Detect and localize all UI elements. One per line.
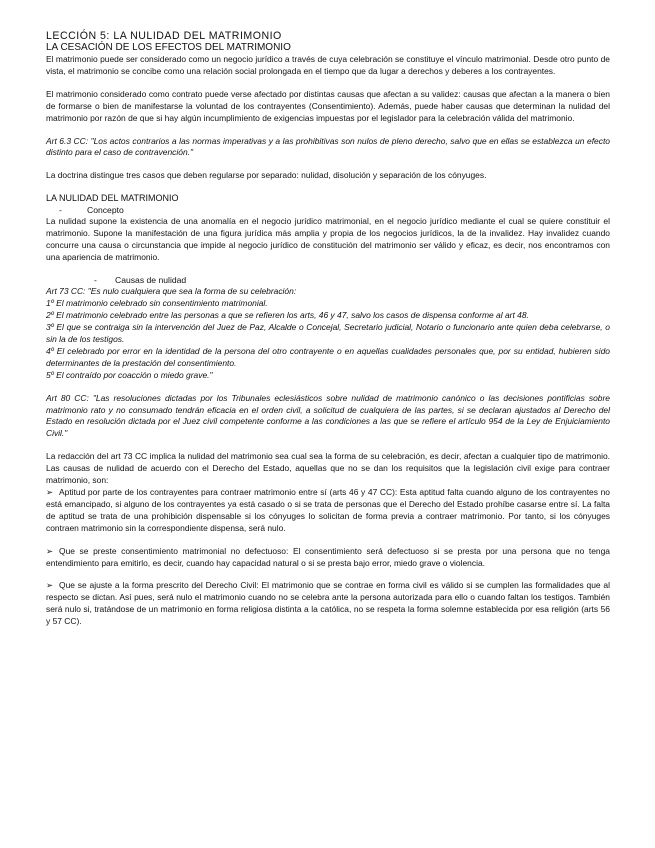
redaccion-paragraph: La redacción del art 73 CC implica la nulidad del matrimonio sea cual sea la forma de su celebración, es decir, afectan a cualquier tipo de matrimonio. Las causas de nulidad de acuerdo con el Derecho del Estado, aquellas que no se dan los requisitos que la legislación civil exige para contraer matrimonio, son: <box>46 451 610 486</box>
document-page <box>46 30 610 628</box>
dash-marker: - <box>94 274 97 285</box>
consentimiento-item <box>46 546 610 570</box>
causas-label: Causas de nulidad <box>115 274 187 285</box>
dash-marker: - <box>59 204 62 215</box>
forma-item <box>46 580 610 628</box>
aptitud-text: Aptitud por parte de los contrayentes para contraer matrimonio entre sí (arts 46 y 47 CC): Esta aptitud falta cuando alguno de los contrayentes no está emancipado, si alguno de los contrayentes ya está casado o si se trata de personas que el Derecho del Estado prohíbe casarse entre sí. La falta de aptitud se trata de una prohibición dispensable si los cónyuges lo solicitan de forma previa a contraer matrimonio. Por tanto, si los cónyuges contraen matrimonio sin la correspondiente dispensa, será nulo. <box>46 486 610 533</box>
arrow-bullet-icon: ➢ <box>46 545 54 556</box>
section-subtitle: LA CESACIÓN DE LOS EFECTOS DEL MATRIMONIO <box>46 42 291 53</box>
contract-paragraph: El matrimonio considerado como contrato puede verse afectado por distintas causas que afectan a su validez: causas que afectan a la manera o bien de formarse o bien de manifestarse la voluntad de los contrayentes (Consentimiento). Además, puede haber causas que determinan la nulidad del matrimonio por razón de que si hay algún incumplimiento de exigencias impuestas por el legislador para la celebración válida del matrimonio. <box>46 88 610 123</box>
art73-line: Art 73 CC: "Es nulo cualquiera que sea la forma de su celebración: <box>46 286 297 297</box>
art73-quote <box>46 286 610 381</box>
arrow-bullet-icon: ➢ <box>46 486 54 497</box>
art73-line: 1º El matrimonio celebrado sin consentimiento matrimonial. <box>46 298 268 309</box>
arrow-bullet-icon: ➢ <box>46 580 54 591</box>
art73-line: 3º El que se contraiga sin la intervención del Juez de Paz, Alcalde o Concejal, Secretario judicial, Notario o funcionario ante quien deba celebrarse, o sin la de los testigos. <box>46 322 610 344</box>
doctrine-paragraph: La doctrina distingue tres casos que deben regularse por separado: nulidad, disolución y separación de los cónyuges. <box>46 170 487 181</box>
art80-quote: Art 80 CC: "Las resoluciones dictadas por los Tribunales eclesiásticos sobre nulidad de matrimonio canónico o las decisiones pontificias sobre matrimonio rato y no consumado tendrán eficacia en el orden civil, a solicitud de cualquiera de las partes, si se declaran ajustados al Derecho del Estado en resolución dictada por el Juez civil competente conforme a las condiciones a las que se refiere el artículo 954 de la Ley de Enjuiciamiento Civil." <box>46 392 610 439</box>
intro-paragraph: El matrimonio puede ser considerado como un negocio jurídico a través de cuya celebración se constituye el vínculo matrimonial. Desde otro punto de vista, el matrimonio se concibe como una relación social prolongada en el tiempo que da lugar a derechos y deberes a los contrayentes. <box>46 54 610 76</box>
concepto-paragraph: La nulidad supone la existencia de una anomalía en el negocio jurídico matrimonial, en el negocio jurídico mediante el cual se quiere constituir el matrimonio. Supone la manifestación de una figura jurídica más amplia y propia de los negocios jurídicos, la de la invalidez. Hay invalidez cuando concurre una causa o circunstancia que impide al negocio jurídico de constitución del matrimonio ser válido y eficaz, es decir, nos encontramos con una apariencia de matrimonio. <box>46 216 610 262</box>
concepto-bullet <box>46 205 610 217</box>
concepto-label: Concepto <box>87 204 124 215</box>
forma-text: Que se ajuste a la forma prescrito del Derecho Civil: El matrimonio que se contrae en forma civil es válido si se cumplen las formalidades que al respecto se dictan. Así pues, será nulo el matrimonio cuando no se celebra ante la persona autorizada para ello o cuando faltan los testigos. También será nulo si, tratándose de un matrimonio en forma religiosa distinta a la católica, no se respeta la forma solemne establecida por esa religión (arts 56 y 57 CC). <box>46 580 610 627</box>
aptitud-item <box>46 487 610 535</box>
lesson-title: LECCIÓN 5: LA NULIDAD DEL MATRIMONIO <box>46 30 282 42</box>
consentimiento-text: Que se preste consentimiento matrimonial no defectuoso: El consentimiento será defectuoso si se presta por una persona que no tenga entendimiento para emitirlo, es decir, cuando hay capacidad natural o si se presta bajo error, miedo grave o violencia. <box>46 545 610 568</box>
art73-line: 2º El matrimonio celebrado entre las personas a que se refieren los arts, 46 y 47, salvo los casos de dispensa conforme al art 48. <box>46 310 529 321</box>
art63-quote: Art 6.3 CC: "Los actos contrarios a las normas imperativas y a las prohibitivas son nulos de pleno derecho, salvo que en ellas se establezca un efecto distinto para el caso de contravención." <box>46 135 610 158</box>
nulidad-heading: LA NULIDAD DEL MATRIMONIO <box>46 193 179 204</box>
causas-bullet <box>46 275 610 287</box>
art73-line: 4º El celebrado por error en la identidad de la persona del otro contrayente o en aquellas cualidades personales que, por su entidad, hubieren sido determinantes de la prestación del consentimiento. <box>46 345 610 368</box>
art73-line: 5º El contraído por coacción o miedo grave." <box>46 369 213 380</box>
